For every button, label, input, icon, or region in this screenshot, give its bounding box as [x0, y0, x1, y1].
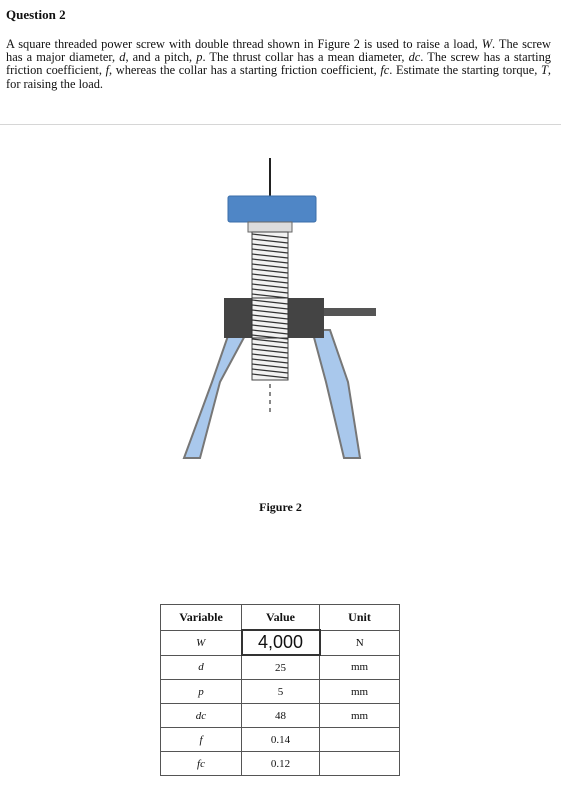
column-header: Unit	[320, 605, 400, 631]
variable-cell: f	[161, 728, 242, 752]
section-divider	[0, 124, 561, 125]
variable-cell: W	[161, 630, 242, 655]
value-cell: 25	[242, 655, 320, 680]
table-row	[161, 728, 400, 752]
value-cell: 0.12	[242, 752, 320, 776]
value-cell: 4,000	[242, 630, 320, 655]
power-screw-figure	[160, 150, 400, 470]
unit-cell: mm	[320, 680, 400, 704]
variable-cell: p	[161, 680, 242, 704]
frame-right-leg	[312, 330, 360, 458]
unit-cell	[320, 752, 400, 776]
variable-cell: fc	[161, 752, 242, 776]
figure-caption: Figure 2	[259, 500, 302, 514]
unit-cell: N	[320, 630, 400, 655]
variable-cell: d	[161, 655, 242, 680]
column-header: Value	[242, 605, 320, 631]
table-row	[161, 704, 400, 728]
value-cell: 48	[242, 704, 320, 728]
load-block	[228, 196, 316, 222]
power-screw-diagram	[160, 150, 400, 470]
screw-head	[248, 222, 292, 232]
table-row	[161, 752, 400, 776]
table-header-row	[161, 605, 400, 631]
table-row	[161, 680, 400, 704]
unit-cell: mm	[320, 655, 400, 680]
table-row	[161, 630, 400, 655]
value-cell: 0.14	[242, 728, 320, 752]
variables-table	[160, 604, 400, 776]
table-row	[161, 655, 400, 680]
column-header: Variable	[161, 605, 242, 631]
value-cell: 5	[242, 680, 320, 704]
frame-left-leg	[184, 330, 248, 458]
question-text: A square threaded power screw with double thread shown in Figure 2 is used to raise a load, W. The screw has a major diameter, d, and a pitch, p. The thrust collar has a mean diameter, dc. The screw has a starting friction coefficient, f, whereas the collar has a starting friction coefficient, fc. Estimate the starting torque, T, for raising the load.	[6, 37, 551, 91]
unit-cell	[320, 728, 400, 752]
unit-cell: mm	[320, 704, 400, 728]
handle-bar	[324, 308, 376, 316]
variable-cell: dc	[161, 704, 242, 728]
question-title: Question 2	[6, 7, 66, 22]
